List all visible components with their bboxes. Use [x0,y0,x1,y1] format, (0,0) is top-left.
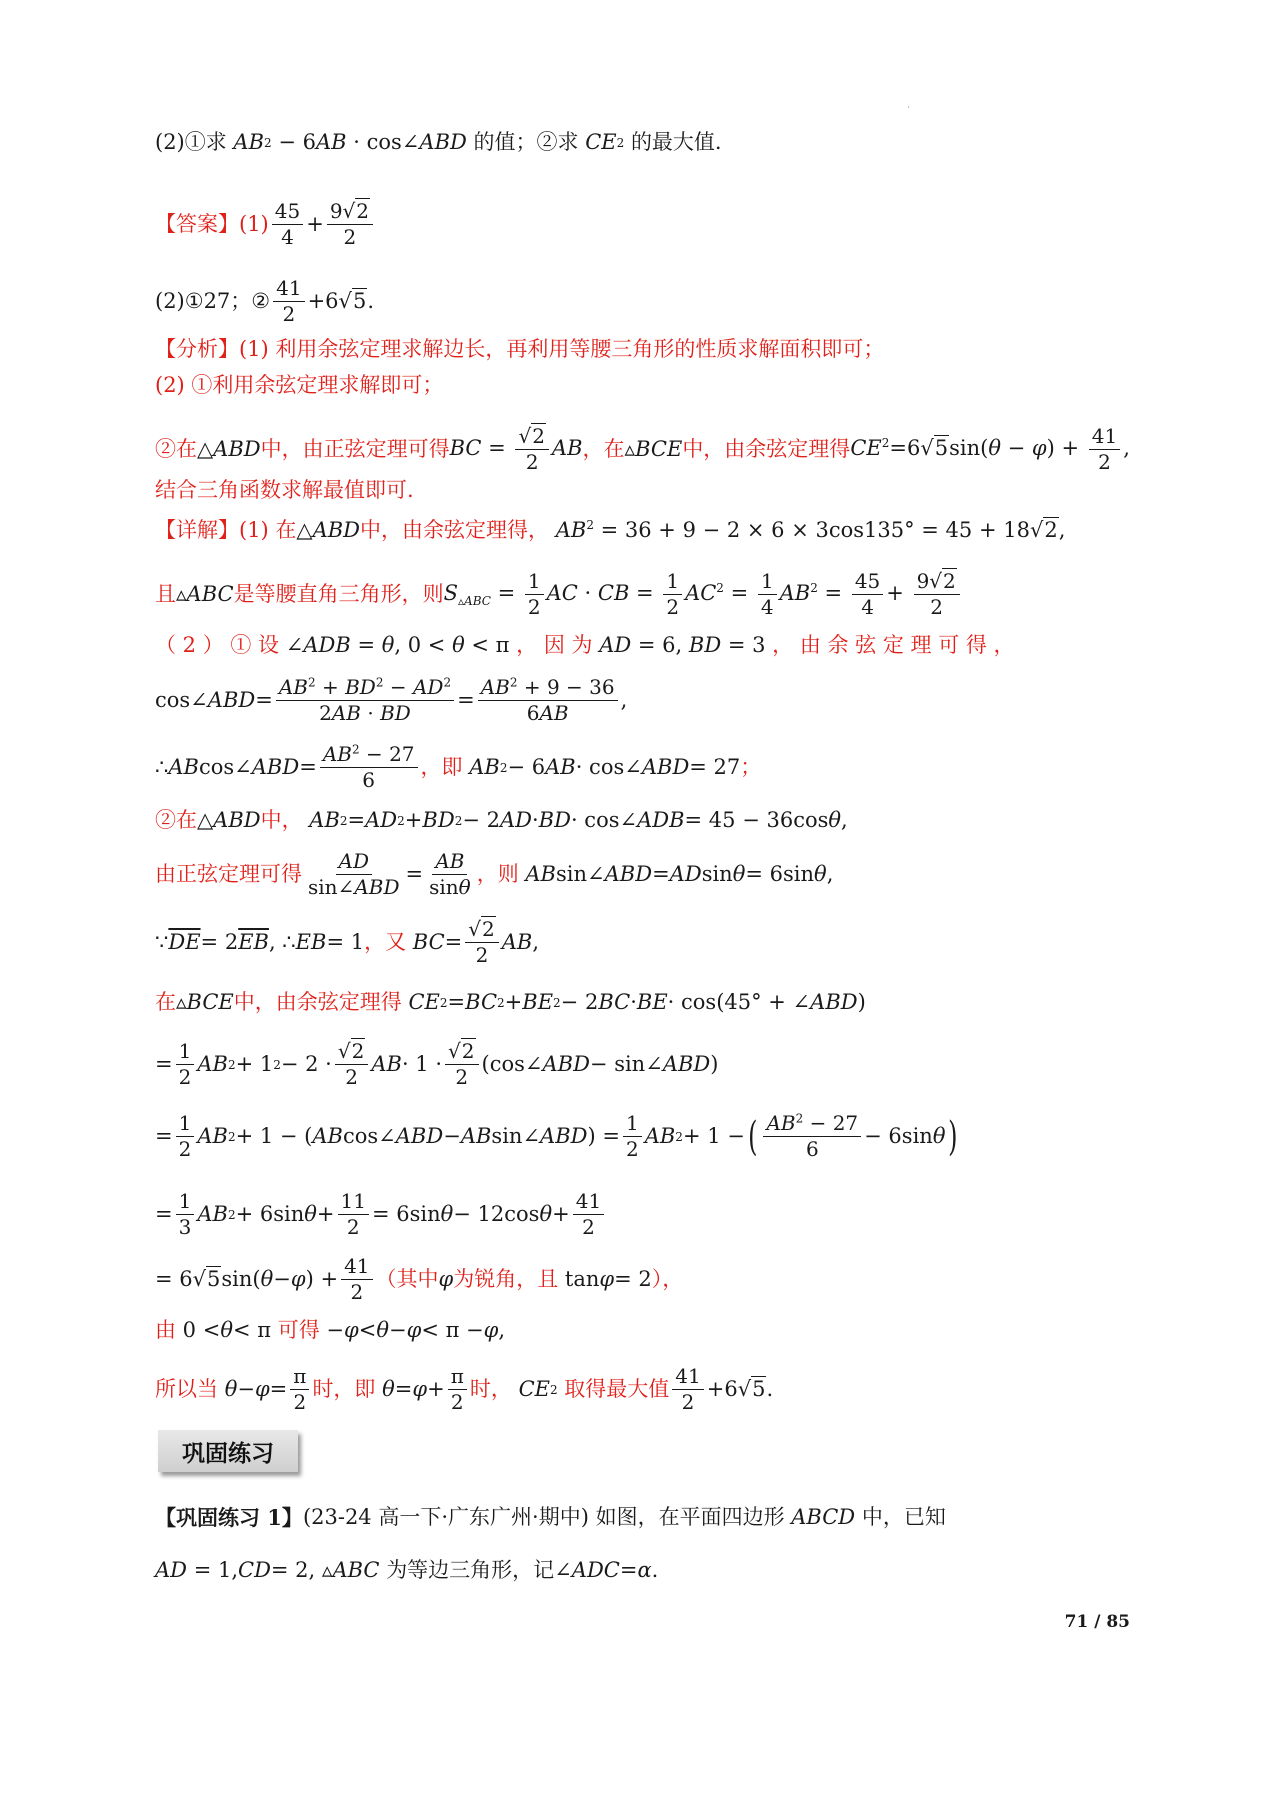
q2-mid: 的值；②求 [473,130,579,154]
detail-p14: （其中 [375,1266,439,1291]
exercise-text2: 中，已知 [861,1505,946,1529]
stray-dot: · [907,103,910,112]
detail-p9a: 在 [155,990,176,1014]
detail-line-15: 所以当 θ − φ = $\frac{\pi}{2}$ 时，即 θ = φ + $\frac{\pi}{2}$ 时， CE 2 取得最大值 $\frac{41}{2}$ +6 √5 . [155,1364,774,1414]
answer-label: 【答案】(1) [155,211,269,236]
detail-p16c: 时， [469,1376,512,1401]
analysis-l3a: ②在 [155,436,197,461]
detail-p2a: 且 [155,581,176,606]
exercise-label: 【巩固练习 1】 [155,1505,303,1530]
detail-p16d: 取得最大值 [564,1376,670,1401]
detail-p2b: 是等腰直角三角形，则 [233,581,444,606]
exercise-line-2: AD = 1, CD = 2, ▵ ABC 为等边三角形，记 ∠ ADC = α . [155,1558,659,1582]
detail-p3b: ， 因 为 [516,633,593,657]
detail-line-13: = 6 √5 sin( θ − φ ) + $\frac{41}{2}$ （其中 φ 为锐角，且 tan φ = 2 ）， [155,1254,684,1304]
detail-p6a: ②在 [155,808,197,832]
detail-line-11: = $\frac{1}{2}$ AB 2 + 1 − ( AB cos∠ ABD − AB sin∠ ABD ) = $\frac{1}{2}$ AB 2 + 1 − ( $\frac{AB^2 - 27}{6}$ − 6sin θ ) [155,1111,958,1161]
detail-p3a: （ 2 ） ① 设 [155,633,280,657]
detail-line-9: 在 ▵ BCE 中，由余弦定理得 CE 2 = BC 2 + BE 2 − 2 BC · BE · cos(45° + ∠ ABD ) [155,990,866,1014]
analysis-label: 【分析】 [155,337,239,361]
analysis-line-4 [155,478,1160,503]
q2-suffix: 的最大值. [630,130,722,154]
analysis-line1-text: (1) 利用余弦定理求解边长，再利用等腰三角形的性质求解面积即可； [239,337,885,361]
detail-p15a: 由 [155,1318,176,1342]
detail-line-3: （ 2 ） ① 设 ∠ADB = θ, 0 < θ < π ， 因 为 AD = 6, BD = 3 ， 由 余 弦 定 理 可 得 ， [155,633,1015,657]
question-2: (2)①求 AB 2 − 6 AB · cos∠ ABD 的值；②求 CE 2 的最大值. [155,130,722,154]
answer-2-line: (2)①27；② $\frac{41}{2}$ +6 √5 . [155,276,374,326]
detail-label: 【详解】 [155,518,239,542]
exercise-source: (23-24 高一下·广东广州·期中) [302,1505,589,1529]
q2-prefix: (2)①求 [155,130,227,154]
detail-line-6: ②在 △ ABD 中， AB 2 = AD 2 + BD 2 − 2 AD · BD · cos∠ ADB = 45 − 36cos θ , [155,808,848,832]
analysis-l3c: ，在 [582,436,625,461]
exercise-line-1: 【巩固练习 1】 (23-24 高一下·广东广州·期中) 如图，在平面四边形 ABCD 中，已知 [155,1505,946,1530]
detail-line-2: 且 ▵ABC 是等腰直角三角形，则 $S_{▵ABC}$ = $\frac{1}{2}$ AC · CB = $\frac{1}{2}$ $AC^2$ = $\frac{1}{4}$ $AB^2$ = $\frac{45}{4}$ + $\frac{9√2}{2}$ [155,570,1160,619]
answer-2-text: (2)①27；② [155,288,271,313]
analysis-l3d: 中，由余弦定理得 [682,436,851,461]
detail-p1a: (1) 在 [239,518,297,542]
detail-line-1: 【详解】 (1) 在 △ABD 中，由余弦定理得， $AB^2 = 36 + 9 - 2 \times 6 \times 3\cos 135^\circ = 45 + 18√2$, [155,518,1066,542]
detail-line-8: ∵ $\overline{DE}$ = 2 $\overline{EB}$ , ∴ EB = 1 ，又 BC = $\frac{√2}{2}$ AB , [155,917,540,967]
section-heading: 巩固练习 [158,1430,298,1472]
detail-p14c: ）， [651,1266,684,1291]
exercise-text1: 如图，在平面四边形 [595,1505,785,1529]
exercise-text3: 为等边三角形，记 [386,1558,555,1582]
detail-p16b: 时，即 [312,1376,376,1401]
detail-p6b: 中， [260,808,303,832]
detail-p1b: 中，由余弦定理得， [360,518,550,542]
analysis-line2-text: (2) ①利用余弦定理求解即可； [155,373,444,397]
analysis-l3b: 中，由正弦定理可得 [260,436,450,461]
detail-p8: ，又 [364,929,407,954]
detail-line-10: = $\frac{1}{2}$ AB 2 + 1 2 − 2 · $\frac{√2}{2}$ AB · 1 · $\frac{√2}{2}$ (cos∠ ABD − sin∠ ABD ) [155,1039,719,1089]
analysis-line-3: ②在 △ABD 中，由正弦定理可得 BC = $\frac{√2}{2}$ AB ，在 ▵BCE 中，由余弦定理得 $CE^2=6√5\sin(\theta - \varphi)$ + $\frac{41}{2}$ , [155,424,1130,474]
detail-p15b: 可得 [277,1318,320,1342]
detail-p14b: 为锐角，且 [453,1266,559,1291]
detail-line-5: ∴ AB cos∠ ABD = $\frac{AB^2 - 27}{6}$ ，即 AB 2 − 6 AB · cos∠ ABD = 27 ； [155,742,762,792]
detail-line-7: 由正弦定理可得 $\frac{AD}{\text{sin∠ABD}}$ = $\frac{AB}{\sin\theta}$ ，则 AB sin∠ ABD = AD sin θ = 6sin θ , [155,849,834,899]
answer-line: 【答案】(1) $\frac{45}{4}$ + $\frac{9√2}{2}$ [155,200,1160,249]
detail-line-12: = $\frac{1}{3}$ AB 2 + 6sin θ + $\frac{11}{2}$ = 6sin θ − 12cos θ + $\frac{41}{2}$ [155,1190,1160,1239]
detail-line-14: 由 0 < θ < π 可得 − φ < θ − φ < π − φ , [155,1318,506,1342]
detail-p7a: 由正弦定理可得 [155,861,302,886]
analysis-line-1 [155,337,1160,362]
detail-p3c: ， 由 余 弦 定 理 可 得 ， [772,633,1015,657]
detail-p7b: ，则 [476,861,519,886]
analysis-line4-text: 结合三角函数求解最值即可. [155,478,414,502]
detail-p16a: 所以当 [155,1376,218,1401]
detail-p9b: 中，由余弦定理得 [233,990,402,1014]
detail-line-4: cos∠ ABD = $\frac{AB^2 + BD^2 - AD^2}{2AB \cdot BD}$ = $\frac{AB^2 + 9 - 36}{6AB}$ , [155,675,628,725]
analysis-line-2 [155,373,1160,398]
page-number: 71 / 85 [1064,1612,1130,1632]
detail-p5: ，即 [420,754,463,779]
